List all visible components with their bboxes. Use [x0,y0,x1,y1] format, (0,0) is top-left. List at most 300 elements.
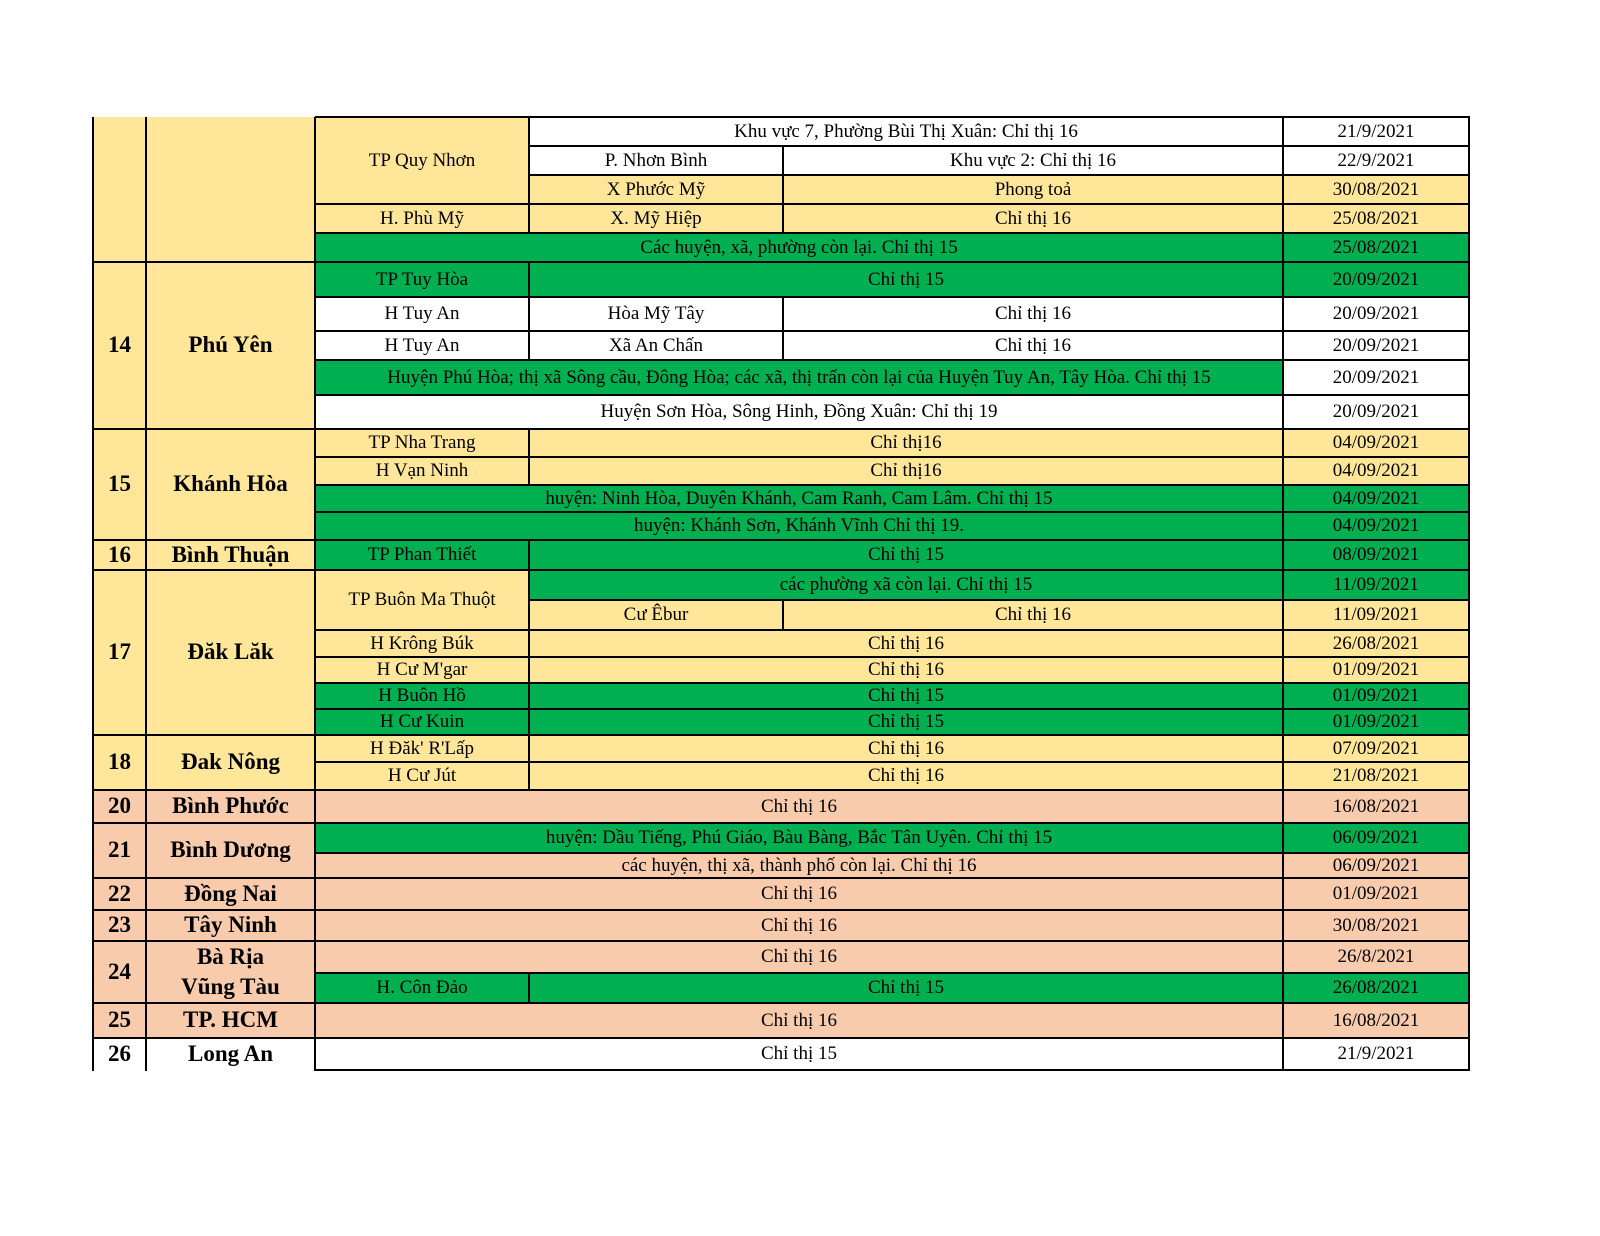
grid-line [145,117,147,263]
grid-line [1282,1038,1284,1071]
measure-cell: Chỉ thị 16 [315,1003,1283,1038]
grid-line [314,762,316,791]
grid-line [146,789,316,791]
date-cell: 20/09/2021 [1283,331,1469,360]
date-cell: 20/09/2021 [1283,360,1469,395]
grid-line [314,1003,316,1039]
grid-line [1283,428,1470,430]
date-cell: 25/08/2021 [1283,204,1469,233]
measure-cell: Chỉ thị 16 [529,762,1283,790]
grid-line [92,878,94,911]
grid-line [93,734,147,736]
grid-line [92,1038,94,1071]
date-cell: 20/09/2021 [1283,297,1469,331]
row-number-cell: 15 [93,429,146,540]
measure-cell: Chỉ thị 16 [783,331,1283,360]
grid-line [1283,682,1470,684]
grid-line [1283,789,1470,791]
date-cell: 04/09/2021 [1283,429,1469,457]
grid-line [1468,429,1470,458]
grid-line [783,174,1284,176]
grid-line [528,204,530,234]
grid-line [1468,657,1470,684]
grid-line [1283,174,1470,176]
grid-line [145,823,147,879]
grid-line [528,457,530,486]
grid-line [1282,762,1284,791]
grid-line [1468,910,1470,942]
grid-line [529,296,784,298]
grid-line [1468,853,1470,879]
grid-line [315,539,530,541]
grid-line [1282,709,1284,736]
measure-cell: huyện: Ninh Hòa, Duyên Khánh, Cam Ranh, Cam Lâm. Chỉ thị 15 [315,485,1283,512]
province-cell: Phú Yên [146,262,315,429]
date-cell: 26/08/2021 [1283,973,1469,1003]
measure-cell: Chỉ thị 15 [529,709,1283,735]
grid-line [314,790,316,824]
grid-line [1283,261,1470,263]
area-cell: Xã An Chấn [529,331,783,360]
province-cell: TP. HCM [146,1003,315,1038]
grid-line [146,569,316,571]
district-cell: H. Phù Mỹ [315,204,529,233]
measure-cell: Khu vực 7, Phường Bùi Thị Xuân: Chỉ thị 16 [529,117,1283,146]
grid-line [782,204,784,234]
grid-line [314,457,316,486]
grid-line [1282,570,1284,601]
measure-cell: Chỉ thị 15 [529,540,1283,570]
measure-cell: Chỉ thị 15 [315,1038,1283,1070]
date-cell: 21/9/2021 [1283,117,1469,146]
grid-line [314,512,316,541]
grid-line [92,570,94,736]
grid-line [528,657,530,684]
measure-cell: Các huyện, xã, phường còn lại. Chỉ thị 15 [315,233,1283,262]
measure-cell: Phong toả [783,175,1283,204]
date-cell: 11/09/2021 [1283,600,1469,630]
district-cell: TP Nha Trang [315,429,529,457]
grid-line [529,629,1284,631]
grid-line [1468,297,1470,332]
grid-line [1282,910,1284,942]
grid-line [314,630,316,658]
grid-line [145,910,147,942]
grid-line [314,395,316,430]
grid-line [314,262,316,298]
grid-line [528,297,530,332]
grid-line [1283,1037,1470,1039]
grid-line [529,599,784,601]
grid-line [146,1037,316,1039]
grid-line [1468,762,1470,791]
grid-line [314,657,316,684]
grid-line [314,297,316,332]
district-cell: H Buôn Hồ [315,683,529,709]
measure-cell: Chỉ thị 15 [529,973,1283,1003]
grid-line [529,761,1284,763]
grid-line [529,569,1284,571]
grid-line [1283,203,1470,205]
grid-line [315,116,530,118]
date-cell: 16/08/2021 [1283,790,1469,823]
grid-line [93,1037,147,1039]
grid-line [528,262,530,298]
grid-line [314,1038,316,1071]
grid-line [783,145,1284,147]
grid-line [528,762,530,791]
grid-line [146,1002,316,1004]
measure-cell: huyện: Dầu Tiếng, Phú Giáo, Bàu Bàng, Bắc Tân Uyên. Chỉ thị 15 [315,823,1283,853]
grid-line [92,117,94,263]
grid-line [1468,457,1470,486]
measure-cell: Chỉ thị16 [529,429,1283,457]
row-number-cell [93,117,146,262]
grid-line [1468,823,1470,854]
grid-line [1282,1003,1284,1039]
measure-cell: các huyện, thị xã, thành phố còn lại. Chỉ thị 16 [315,853,1283,878]
grid-line [529,203,784,205]
grid-line [92,1003,94,1039]
grid-line [145,429,147,541]
district-cell: H. Côn Đảo [315,973,529,1003]
measure-cell: Chỉ thị 16 [783,297,1283,331]
grid-line [1468,117,1470,147]
grid-line [1468,360,1470,396]
grid-line [93,428,147,430]
grid-line [528,146,530,176]
area-cell: X. Mỹ Hiệp [529,204,783,233]
district-cell: TP Phan Thiết [315,540,529,570]
grid-line [1282,878,1284,911]
grid-line [315,296,530,298]
grid-line [528,331,530,361]
province-cell: Khánh Hòa [146,429,315,540]
grid-line [315,261,530,263]
grid-line [529,330,784,332]
grid-line [93,569,147,571]
grid-line [528,117,530,147]
grid-line [529,682,1284,684]
grid-line [783,203,1284,205]
grid-line [1282,429,1284,458]
grid-line [314,735,316,763]
date-cell: 01/09/2021 [1283,878,1469,910]
district-cell: TP Quy Nhơn [315,117,529,204]
grid-line [1283,456,1470,458]
grid-line [1282,331,1284,361]
date-cell: 04/09/2021 [1283,512,1469,540]
grid-line [315,972,530,974]
grid-line [1283,539,1470,541]
date-cell: 04/09/2021 [1283,485,1469,512]
grid-line [1468,1003,1470,1039]
date-cell: 07/09/2021 [1283,735,1469,762]
grid-line [1468,204,1470,234]
measure-cell: Chỉ thị 16 [529,657,1283,683]
grid-line [782,600,784,631]
district-cell: H Tuy An [315,331,529,360]
area-cell: P. Nhơn Bình [529,146,783,175]
grid-line [1468,683,1470,710]
grid-line [146,822,316,824]
grid-line [315,708,530,710]
grid-line [528,429,530,458]
grid-line [1282,262,1284,298]
grid-line [1282,973,1284,1004]
grid-line [93,877,147,879]
grid-line [315,682,530,684]
area-cell: X Phước Mỹ [529,175,783,204]
grid-line [528,630,530,658]
grid-line [1468,878,1470,911]
date-cell: 11/09/2021 [1283,570,1469,600]
measure-cell: Chỉ thị 16 [529,630,1283,657]
grid-line [1283,145,1470,147]
grid-line [146,734,316,736]
grid-line [783,599,1284,601]
grid-line [529,428,1284,430]
district-cell: H Krông Búk [315,630,529,657]
grid-line [314,941,316,974]
date-cell: 08/09/2021 [1283,540,1469,570]
grid-line [782,175,784,205]
grid-line [145,262,147,430]
grid-line [314,910,316,942]
row-number-cell: 24 [93,941,146,1003]
grid-line [1282,175,1284,205]
grid-line [315,1069,1284,1071]
row-number-cell: 14 [93,262,146,429]
date-cell: 21/9/2021 [1283,1038,1469,1070]
grid-line [1283,940,1470,942]
grid-line [145,941,147,1004]
grid-line [315,511,1284,513]
grid-line [1283,822,1470,824]
area-cell: Cư Êbur [529,600,783,630]
date-cell: 01/09/2021 [1283,657,1469,683]
province-cell: Bình Thuận [146,540,315,570]
grid-line [528,175,530,205]
province-cell: Đồng Nai [146,878,315,910]
measure-cell: Chỉ thị 16 [315,910,1283,941]
grid-line [1468,485,1470,513]
province-cell: Đăk Lăk [146,570,315,735]
date-cell: 20/09/2021 [1283,262,1469,297]
district-cell: H Vạn Ninh [315,457,529,485]
grid-line [1283,629,1470,631]
grid-line [1468,600,1470,631]
grid-line [145,878,147,911]
district-cell: TP Tuy Hòa [315,262,529,297]
grid-line [1468,735,1470,763]
grid-line [528,973,530,1004]
grid-line [93,539,147,541]
grid-line [92,540,94,571]
grid-line [1283,569,1470,571]
grid-line [315,330,530,332]
grid-line [1283,394,1470,396]
grid-line [1282,485,1284,513]
row-number-cell: 16 [93,540,146,570]
grid-line [1283,296,1470,298]
grid-line [1468,540,1470,571]
grid-line [1282,457,1284,486]
grid-line [314,429,316,458]
grid-line [1283,1002,1470,1004]
province-cell: Bà Rịa Vũng Tàu [146,941,315,1003]
row-number-cell: 18 [93,735,146,790]
grid-line [1282,735,1284,763]
grid-line [1282,790,1284,824]
grid-line [783,296,1284,298]
grid-line [93,1002,147,1004]
date-cell: 30/08/2021 [1283,175,1469,204]
date-cell: 26/8/2021 [1283,941,1469,973]
grid-line [145,540,147,571]
grid-line [528,735,530,763]
measure-cell: Huyện Sơn Hòa, Sông Hinh, Đồng Xuân: Chỉ thị 19 [315,395,1283,429]
grid-line [528,709,530,736]
grid-line [146,261,316,263]
grid-line [314,878,316,911]
grid-line [1468,262,1470,298]
province-cell [146,117,315,262]
grid-line [1468,233,1470,263]
date-cell: 01/09/2021 [1283,709,1469,735]
grid-line [314,233,316,263]
grid-line [1283,511,1470,513]
grid-line [529,261,1284,263]
grid-line [1282,600,1284,631]
district-cell: H Cư Kuin [315,709,529,735]
grid-line [92,429,94,541]
grid-line [146,909,316,911]
district-cell: TP Buôn Ma Thuột [315,570,529,630]
grid-line [1282,117,1284,147]
grid-line [1282,657,1284,684]
grid-line [783,330,1284,332]
row-number-cell: 22 [93,878,146,910]
grid-line [529,116,1284,118]
grid-line [146,940,316,942]
date-cell: 04/09/2021 [1283,457,1469,485]
date-cell: 16/08/2021 [1283,1003,1469,1038]
date-cell: 25/08/2021 [1283,233,1469,262]
grid-line [93,789,147,791]
measure-cell: Khu vực 2: Chỉ thị 16 [783,146,1283,175]
grid-line [529,972,1284,974]
grid-line [92,941,94,1004]
grid-line [528,540,530,571]
grid-line [145,1003,147,1039]
grid-line [315,232,1284,234]
district-cell: H Đăk' R'Lấp [315,735,529,762]
grid-line [315,761,530,763]
grid-line [315,569,530,571]
grid-line [315,1002,1284,1004]
grid-line [1283,330,1470,332]
grid-line [145,570,147,736]
grid-line [782,331,784,361]
row-number-cell: 23 [93,910,146,941]
grid-line [314,709,316,736]
grid-line [1468,512,1470,541]
grid-line [315,852,1284,854]
grid-line [1283,852,1470,854]
grid-line [1282,360,1284,396]
grid-line [1468,146,1470,176]
province-cell: Tây Ninh [146,910,315,941]
measure-cell: Chỉ thị 16 [783,204,1283,233]
grid-line [1282,297,1284,332]
measure-cell: Chỉ thị 16 [315,878,1283,910]
grid-line [1282,540,1284,571]
grid-line [1283,761,1470,763]
grid-line [1283,1069,1470,1071]
grid-line [1282,823,1284,854]
date-cell: 26/08/2021 [1283,630,1469,657]
grid-line [315,877,1284,879]
province-cell: Long An [146,1038,315,1070]
grid-line [93,261,147,263]
measure-cell: Chỉ thị 16 [315,941,1283,973]
grid-line [315,428,530,430]
grid-line [93,822,147,824]
grid-line [315,909,1284,911]
grid-line [529,734,1284,736]
grid-line [1468,570,1470,601]
grid-line [315,359,1284,361]
grid-line [315,656,530,658]
grid-line [315,940,1284,942]
grid-line [315,394,1284,396]
grid-line [1282,630,1284,658]
grid-line [1283,734,1470,736]
area-cell: Hòa Mỹ Tây [529,297,783,331]
grid-line [1283,909,1470,911]
province-cell: Bình Phước [146,790,315,823]
grid-line [1283,359,1470,361]
grid-line [782,297,784,332]
grid-line [146,539,316,541]
grid-line [1468,630,1470,658]
grid-line [314,331,316,361]
row-number-cell: 21 [93,823,146,878]
date-cell: 20/09/2021 [1283,395,1469,429]
grid-line [528,600,530,631]
grid-line [1282,204,1284,234]
grid-line [92,735,94,791]
grid-line [146,877,316,879]
measure-cell: các phường xã còn lại. Chỉ thị 15 [529,570,1283,600]
grid-line [314,973,316,1004]
grid-line [1468,1038,1470,1071]
grid-line [314,117,316,205]
grid-line [528,683,530,710]
date-cell: 21/08/2021 [1283,762,1469,790]
grid-line [1283,484,1470,486]
district-cell: H Tuy An [315,297,529,331]
grid-line [1283,599,1470,601]
grid-line [529,539,1284,541]
grid-line [314,360,316,396]
grid-line [1468,331,1470,361]
grid-line [1282,853,1284,879]
grid-line [782,146,784,176]
grid-line [314,485,316,513]
grid-line [1282,233,1284,263]
